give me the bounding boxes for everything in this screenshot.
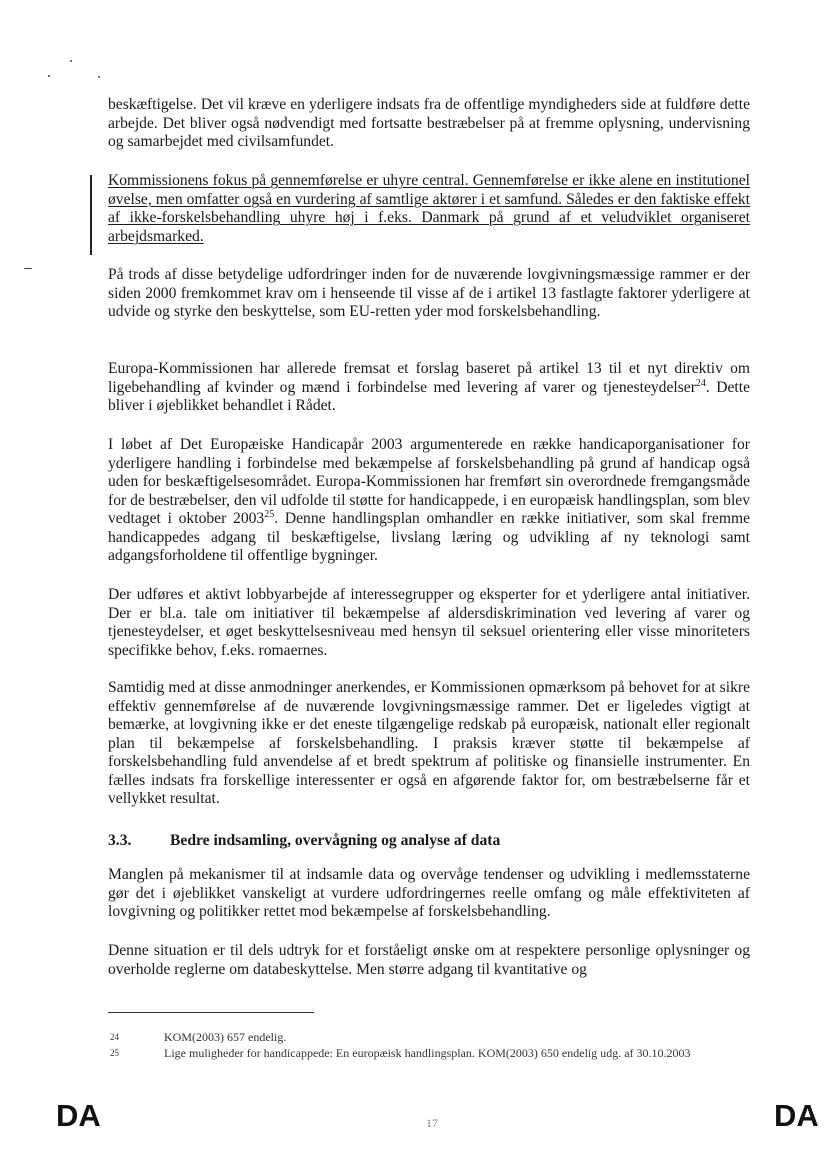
language-code-left: DA [56, 1098, 101, 1133]
paragraph-5-text: I løbet af Det Europæiske Handicapår 2003 argumenterede en række handicaporganisationer for yderligere handling i forbindelse med bekæmpelse af forskelsbehandling på grund af handicap også uden for beskæftigelsesområdet. Europa-Kommissionen har fremført sin overordnede fremgangsmåde for de bestræbelser, den vil udfolde til støtte for handicappede, i en europæisk handlingsplan, som blev vedtaget i oktober 2003 [108, 436, 750, 527]
section-title: Bedre indsamling, overvågning og analyse af data [170, 832, 501, 849]
footnote-text: Lige muligheder for handicappede: En europæisk handlingsplan. KOM(2003) 650 endelig udg. af 30.10.2003 [164, 1045, 691, 1060]
footnote-24 [110, 1030, 762, 1045]
language-code-right: DA [774, 1098, 819, 1133]
paragraph-1: beskæftigelse. Det vil kræve en yderligere indsats fra de offentlige myndigheders side at fuldføre dette arbejde. Det bliver også nødvendigt med fortsatte bestræbelser på at fremme oplysning, undervisning og samarbejdet med civilsamfundet. [108, 96, 750, 150]
paragraph-4-tail: . Dette bliver i øjeblikket behandlet i Rådet. [108, 378, 750, 414]
scan-speck [70, 60, 72, 62]
scan-speck [98, 76, 100, 78]
page-number: 17 [426, 1116, 438, 1130]
footnote-text: KOM(2003) 657 endelig. [164, 1030, 287, 1044]
paragraph-2-underlined: Kommissionens fokus på gennemførelse er uhyre central. Gennemførelse er ikke alene en institutionel øvelse, men omfatter også en vurdering af samtlige aktører i et samfund. Således er den faktiske effekt af ikke-forskelsbehandling uhyre høj i f.eks. Danmark på grund af et veludviklet organiseret arbejdsmarked. [108, 172, 750, 245]
footnote-25 [110, 1046, 762, 1061]
footnote-ref-24: 24 [695, 377, 706, 389]
paragraph-4 [108, 360, 750, 416]
scan-speck [48, 75, 50, 77]
paragraph-5-tail: . Denne handlingsplan omhandler en række initiativer, som skal fremme handicappedes adgang til beskæftigelse, livslang læring og udvikling af ny teknologi samt adgangsforholdene til offentlige bygninger. [108, 510, 751, 564]
footnote-number: 24 [110, 1032, 119, 1042]
section-number: 3.3. [108, 832, 132, 849]
paragraph-5 [108, 436, 750, 566]
scan-speck [24, 268, 32, 269]
footnote-separator [108, 1012, 314, 1013]
paragraph-8: Manglen på mekanismer til at indsamle data og overvåge tendenser og udvikling i medlemsstaterne gør det i øjeblikket vanskeligt at vurdere udfordringernes reelle omfang og måle effektiviteten af lovgivning og politikker rettet mod bekæmpelse af forskelsbehandling. [108, 866, 750, 920]
footnote-number: 25 [110, 1047, 119, 1058]
footnotes [110, 1030, 762, 1061]
paragraph-6: Der udføres et aktivt lobbyarbejde af interessegrupper og eksperter for et yderligere antal initiativer. Der er bl.a. tale om initiativer til bekæmpelse af aldersdiskrimination ved levering af varer og tjenesteydelser, et øget beskyttelsesniveau med hensyn til seksuel orientering eller visse minoriteters specifikke behov, f.eks. romaernes. [108, 586, 750, 659]
footnote-ref-25: 25 [264, 508, 275, 520]
paragraph-9: Denne situation er til dels udtryk for et forståeligt ønske om at respektere personlige oplysninger og overholde reglerne om databeskyttelse. Men større adgang til kvantitative og [108, 942, 750, 978]
paragraph-7: Samtidig med at disse anmodninger anerkendes, er Kommissionen opmærksom på behovet for at sikre effektiv gennemførelse af de nuværende lovgivningsmæssige rammer. Det er ligeledes vigtigt at bemærke, at lovgivning ikke er det eneste tilgængelige redskab på europæisk, nationalt eller regionalt plan til bekæmpelse af forskelsbehandling. I praksis kræver støtte til bekæmpelse af forskelsbehandling fuld anvendelse af et bredt spektrum af politiske og finansielle instrumenter. En fælles indsats fra forskellige interessenter er også en afgørende faktor for, om bestræbelserne får et vellykket resultat. [108, 679, 750, 807]
paragraph-4-text: Europa-Kommissionen har allerede fremsat et forslag baseret på artikel 13 til et nyt direktiv om ligebehandling af kvinder og mænd i forbindelse med levering af varer og tjenesteydelser [108, 360, 750, 396]
revision-margin-bar [90, 175, 92, 255]
section-heading [108, 832, 750, 850]
paragraph-3: På trods af disse betydelige udfordringer inden for de nuværende lovgivningsmæssige rammer er der siden 2000 fremkommet krav om i henseende til visse af de i artikel 13 fastlagte faktorer yderligere at udvide og styrke den beskyttelse, som EU-retten yder mod forskelsbehandling. [108, 266, 750, 320]
